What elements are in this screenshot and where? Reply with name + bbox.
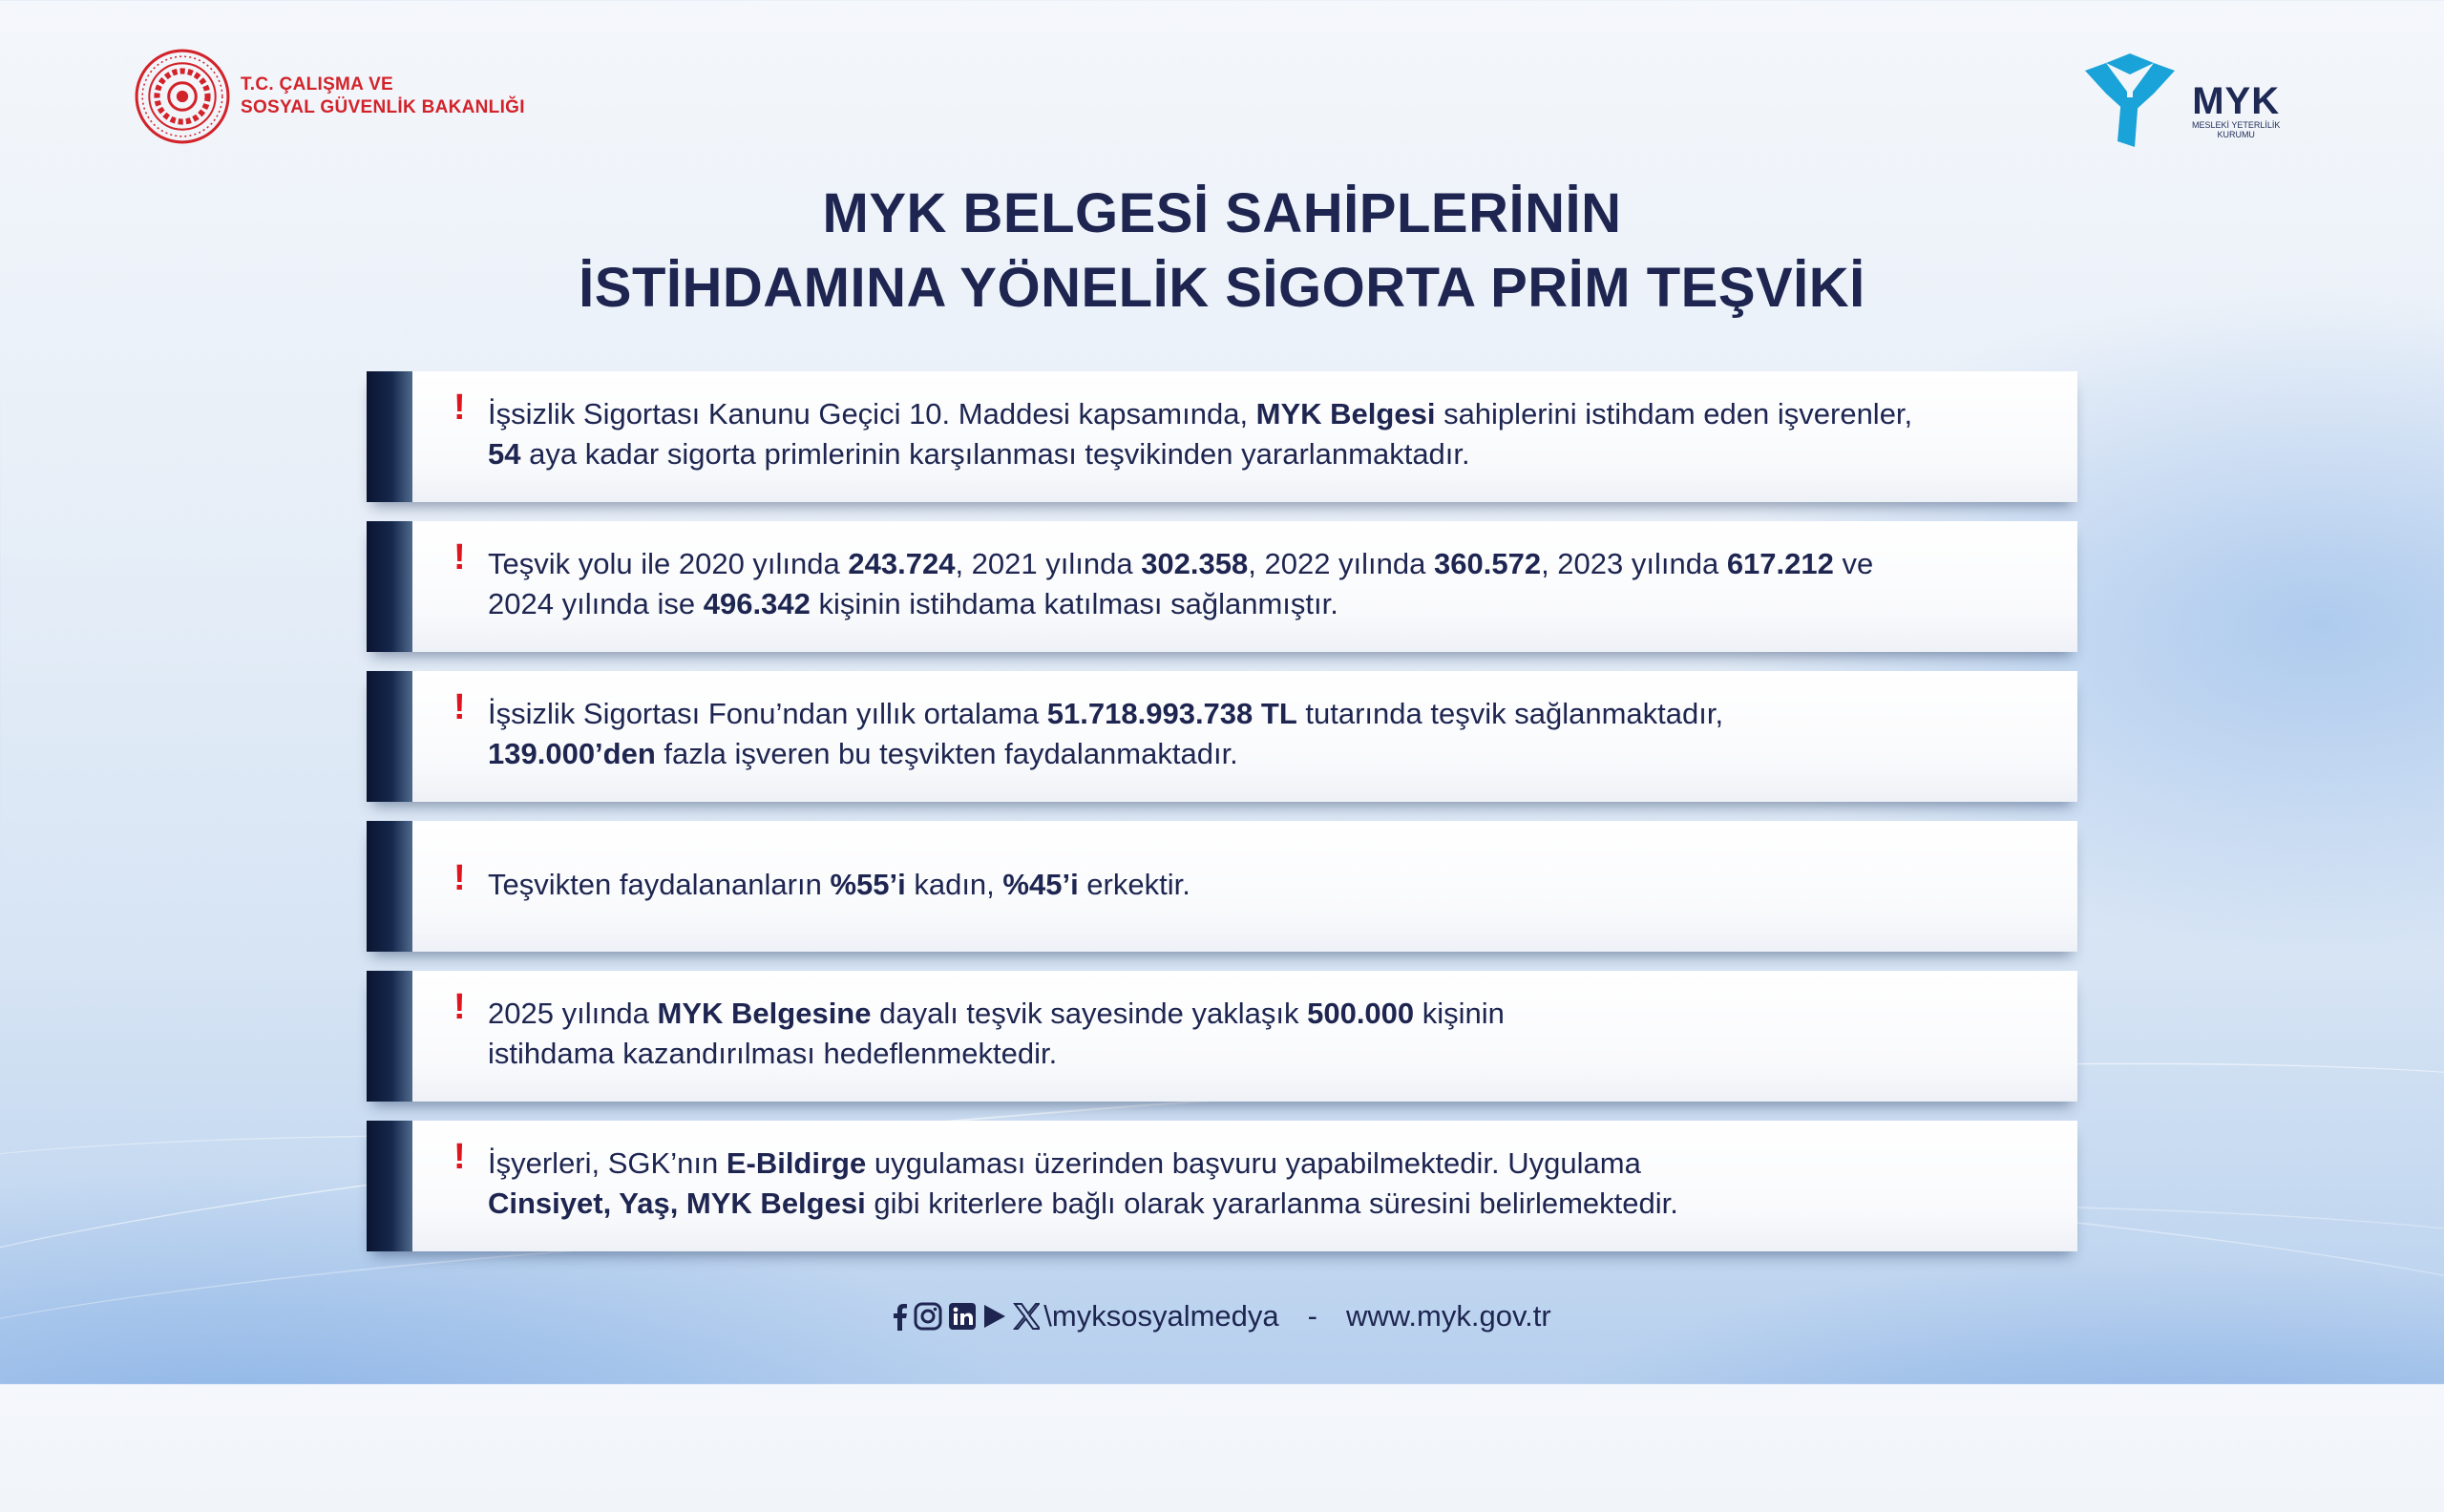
card-text-line1: [488, 865, 2034, 905]
card-text: [488, 1144, 2034, 1224]
text-segment: istihdama kazandırılması hedeflenmektedir.: [488, 1037, 1058, 1070]
bold-text-segment: MYK Belgesine: [657, 997, 872, 1030]
exclamation-icon: !: [453, 687, 466, 727]
info-card: [367, 671, 2077, 802]
card-text: [488, 865, 2034, 905]
text-segment: sahiplerini istihdam eden işverenler,: [1435, 397, 1913, 430]
card-text-line1: [488, 544, 2034, 584]
info-card: [367, 1121, 2077, 1251]
bold-text-segment: 54: [488, 437, 521, 471]
ministry-seal-icon: [134, 48, 231, 145]
bold-text-segment: MYK Belgesi: [1255, 397, 1436, 430]
card-text-line1: [488, 694, 2034, 734]
bold-text-segment: %45’i: [1002, 868, 1079, 901]
bold-text-segment: 500.000: [1307, 997, 1415, 1030]
text-segment: kadın,: [905, 868, 1003, 901]
info-card: [367, 371, 2077, 502]
website-link[interactable]: www.myk.gov.tr: [1345, 1299, 1551, 1333]
myk-emblem-icon: [2077, 53, 2182, 149]
card-text-line2: [488, 734, 2034, 774]
card-accent-bar: [367, 971, 412, 1102]
card-text: [488, 694, 2034, 774]
card-accent-bar: [367, 521, 412, 652]
card-accent-bar: [367, 371, 412, 502]
text-segment: , 2021 yılında: [955, 547, 1142, 580]
bold-text-segment: E-Bildirge: [726, 1146, 867, 1180]
linkedin-icon[interactable]: [948, 1301, 977, 1332]
text-segment: , 2022 yılında: [1248, 547, 1434, 580]
card-text-line1: [488, 394, 2034, 434]
social-handle: \myksosyalmedya: [1043, 1299, 1279, 1333]
card-accent-bar: [367, 1121, 412, 1251]
bold-text-segment: 302.358: [1141, 547, 1249, 580]
page-title: [0, 177, 2444, 326]
social-icons: [893, 1301, 1040, 1332]
card-accent-bar: [367, 671, 412, 802]
bold-text-segment: 360.572: [1434, 547, 1542, 580]
text-segment: 2025 yılında: [488, 997, 658, 1030]
card-text-line2: [488, 1034, 2034, 1074]
card-text-line2: [488, 434, 2034, 474]
text-segment: İşsizlik Sigortası Kanunu Geçici 10. Maddesi kapsamında,: [488, 397, 1256, 430]
ministry-name-line1: T.C. ÇALIŞMA VE: [241, 74, 394, 94]
exclamation-icon: !: [453, 858, 466, 898]
title-line2: İSTİHDAMINA YÖNELİK SİGORTA PRİM TEŞVİKİ: [579, 257, 1865, 319]
bold-text-segment: 496.342: [703, 587, 811, 620]
text-segment: fazla işveren bu teşvikten faydalanmaktadır.: [655, 737, 1238, 770]
text-segment: uygulaması üzerinden başvuru yapabilmektedir. Uygulama: [866, 1146, 1641, 1180]
bold-text-segment: Cinsiyet, Yaş, MYK Belgesi: [488, 1186, 866, 1220]
card-text: [488, 544, 2034, 624]
x-icon[interactable]: [1013, 1301, 1040, 1332]
card-text-line1: [488, 994, 2034, 1034]
youtube-icon[interactable]: [982, 1301, 1007, 1332]
footer: [0, 1294, 2444, 1338]
myk-brand-text: MYK: [2192, 80, 2281, 122]
bold-text-segment: 243.724: [848, 547, 956, 580]
exclamation-icon: !: [453, 1137, 466, 1177]
card-text: [488, 994, 2034, 1074]
text-segment: , 2023 yılında: [1541, 547, 1727, 580]
title-line1: MYK BELGESİ SAHİPLERİNİN: [822, 182, 1622, 244]
card-accent-bar: [367, 821, 412, 952]
card-text-line2: [488, 584, 2034, 624]
myk-logo: [2077, 53, 2280, 149]
bold-text-segment: 617.212: [1726, 547, 1834, 580]
text-segment: tutarında teşvik sağlanmaktadır,: [1296, 697, 1724, 730]
bold-text-segment: 139.000’den: [488, 737, 656, 770]
myk-subtitle-line1: MESLEKİ YETERLİLİK: [2192, 120, 2281, 130]
exclamation-icon: !: [453, 388, 466, 428]
text-segment: ve: [1833, 547, 1874, 580]
text-segment: erkektir.: [1078, 868, 1190, 901]
ministry-name-line2: SOSYAL GÜVENLİK BAKANLIĞI: [241, 97, 525, 117]
text-segment: İşsizlik Sigortası Fonu’ndan yıllık ortalama: [488, 697, 1047, 730]
text-segment: Teşvikten faydalananların: [488, 868, 831, 901]
card-text-line2: [488, 1184, 2034, 1224]
text-segment: İşyerleri, SGK’nın: [488, 1146, 727, 1180]
footer-separator: -: [1307, 1299, 1317, 1333]
info-card: [367, 521, 2077, 652]
text-segment: aya kadar sigorta primlerinin karşılanması teşvikinden yararlanmaktadır.: [520, 437, 1470, 471]
text-segment: kişinin: [1414, 997, 1505, 1030]
text-segment: Teşvik yolu ile 2020 yılında: [488, 547, 849, 580]
card-text-line1: [488, 1144, 2034, 1184]
myk-subtitle-line2: KURUMU: [2217, 130, 2255, 139]
ministry-logo: [134, 48, 525, 145]
info-card: [367, 971, 2077, 1102]
text-segment: dayalı teşvik sayesinde yaklaşık: [871, 997, 1308, 1030]
facebook-icon[interactable]: [893, 1301, 908, 1332]
text-segment: kişinin istihdama katılması sağlanmıştır.: [810, 587, 1338, 620]
text-segment: 2024 yılında ise: [488, 587, 704, 620]
exclamation-icon: !: [453, 987, 466, 1027]
card-text: [488, 394, 2034, 474]
info-card: [367, 821, 2077, 952]
bold-text-segment: 51.718.993.738 TL: [1046, 697, 1297, 730]
text-segment: gibi kriterlere bağlı olarak yararlanma süresini belirlemektedir.: [865, 1186, 1678, 1220]
bold-text-segment: %55’i: [830, 868, 906, 901]
exclamation-icon: !: [453, 537, 466, 578]
instagram-icon[interactable]: [914, 1301, 942, 1332]
